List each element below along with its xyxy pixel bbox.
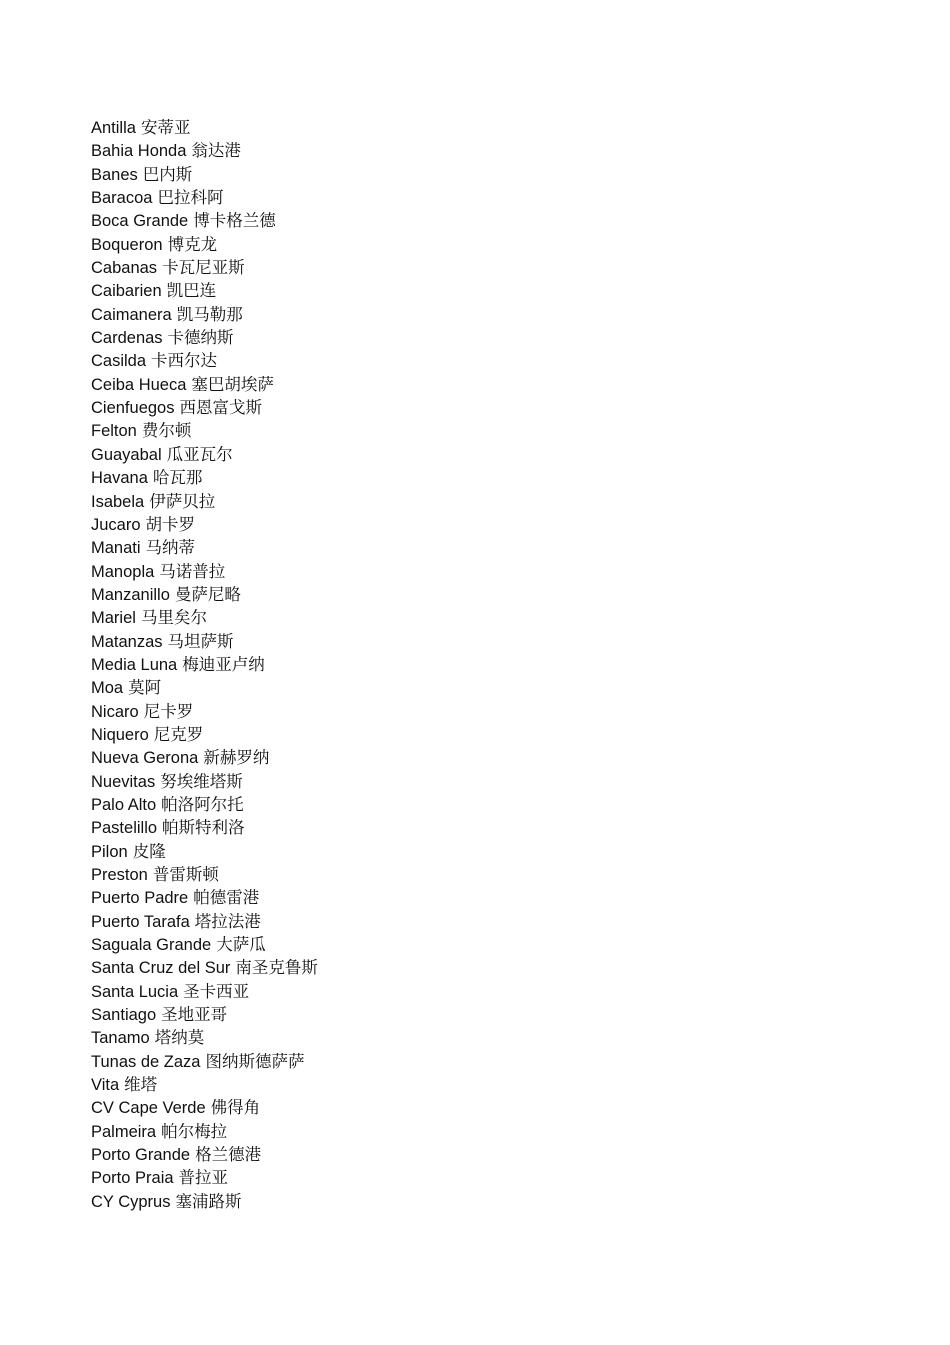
port-name-chinese: 博克龙	[167, 234, 218, 254]
port-name-english: Preston	[91, 866, 148, 884]
port-name-english: Casilda	[91, 352, 147, 371]
list-item	[91, 536, 318, 559]
port-name-chinese: 圣卡西亚	[183, 981, 250, 1001]
list-item	[91, 1096, 318, 1119]
port-name-english: Cardenas	[91, 329, 163, 348]
list-item	[91, 630, 318, 653]
port-name-english: Pilon	[91, 842, 128, 861]
list-item	[91, 443, 318, 466]
port-name-chinese: 维塔	[124, 1075, 158, 1095]
port-name-english: Media Luna	[91, 655, 178, 674]
port-name-english: Baracoa	[91, 189, 153, 208]
list-item	[91, 326, 318, 349]
port-name-english: Santa Cruz del Sur	[91, 959, 231, 978]
port-name-english: Cienfuegos	[91, 399, 175, 418]
port-name-chinese: 马坦萨斯	[167, 631, 234, 651]
port-name-english: Ceiba Hueca	[91, 375, 187, 394]
port-name-chinese: 马纳蒂	[145, 538, 196, 558]
port-name-chinese: 梅迪亚卢纳	[182, 654, 265, 674]
port-name-english: Niquero	[91, 725, 149, 744]
list-item	[91, 233, 318, 256]
list-item	[91, 116, 318, 139]
port-name-chinese: 曼萨尼略	[174, 584, 241, 604]
port-name-chinese: 尼卡罗	[143, 701, 194, 721]
list-item	[91, 840, 318, 863]
port-name-english: Manzanillo	[91, 585, 170, 604]
port-name-chinese: 巴内斯	[142, 164, 193, 184]
port-name-english: Saguala Grande	[91, 936, 212, 955]
list-item	[91, 303, 318, 326]
list-item	[91, 980, 318, 1003]
port-name-chinese: 西恩富戈斯	[179, 398, 262, 418]
port-name-english: Manati	[91, 539, 141, 558]
list-item	[91, 700, 318, 723]
list-item	[91, 1143, 318, 1166]
port-name-english: Mariel	[91, 609, 136, 628]
port-name-chinese: 南圣克鲁斯	[235, 958, 318, 978]
port-name-chinese: 翁达港	[191, 141, 241, 161]
port-name-chinese: 塔拉法港	[194, 911, 261, 931]
list-item	[91, 1166, 318, 1189]
port-name-english: Pastelillo	[91, 819, 158, 838]
list-item	[91, 139, 318, 162]
port-name-english: Boca Grande	[91, 212, 189, 231]
port-name-english: Tunas de Zaza	[91, 1052, 201, 1071]
list-item	[91, 1190, 318, 1213]
port-name-chinese: 普雷斯顿	[152, 865, 219, 884]
list-item	[91, 910, 318, 933]
port-name-chinese: 胡卡罗	[145, 514, 196, 534]
port-name-chinese: 努埃维塔斯	[160, 771, 243, 791]
port-name-english: Jucaro	[91, 515, 141, 534]
port-name-english: Caibarien	[91, 282, 162, 301]
list-item	[91, 723, 318, 746]
list-item	[91, 956, 318, 979]
port-name-chinese: 费尔顿	[141, 421, 192, 441]
port-name-english: Manopla	[91, 562, 155, 581]
port-name-english: Nuevitas	[91, 772, 156, 791]
port-name-chinese: 格兰德港	[195, 1145, 262, 1165]
list-item	[91, 1073, 318, 1096]
list-item	[91, 209, 318, 232]
port-name-english: Boqueron	[91, 235, 163, 254]
port-name-english: Santa Lucia	[91, 982, 179, 1001]
list-item	[91, 583, 318, 606]
list-item	[91, 816, 318, 839]
list-item	[91, 279, 318, 302]
list-item	[91, 490, 318, 513]
port-name-chinese: 凯巴连	[166, 281, 217, 301]
port-name-chinese: 马诺普拉	[159, 561, 226, 581]
port-name-chinese: 图纳斯德萨萨	[205, 1051, 305, 1071]
port-name-english: Nicaro	[91, 702, 139, 721]
port-name-chinese: 塔纳莫	[154, 1028, 205, 1048]
port-name-english: Felton	[91, 422, 137, 441]
port-name-chinese: 卡西尔达	[151, 351, 218, 371]
port-name-english: Caimanera	[91, 305, 172, 324]
port-name-english: CY Cyprus	[91, 1192, 171, 1211]
list-item	[91, 560, 318, 583]
port-name-english: Santiago	[91, 1006, 157, 1025]
list-item	[91, 653, 318, 676]
list-item	[91, 1050, 318, 1073]
port-name-english: Havana	[91, 469, 148, 488]
port-name-chinese: 尼克罗	[153, 724, 204, 744]
list-item	[91, 163, 318, 186]
list-item	[91, 1026, 318, 1049]
list-item	[91, 186, 318, 209]
list-item	[91, 863, 318, 886]
port-name-chinese: 帕洛阿尔托	[161, 794, 244, 814]
port-name-english: CV Cape Verde	[91, 1099, 206, 1118]
port-name-english: Matanzas	[91, 632, 163, 651]
port-name-english: Antilla	[91, 119, 136, 137]
port-name-chinese: 巴拉科阿	[157, 188, 224, 208]
list-item	[91, 513, 318, 536]
port-name-english: Banes	[91, 165, 138, 184]
port-name-english: Palmeira	[91, 1122, 157, 1141]
list-item	[91, 349, 318, 372]
port-name-chinese: 莫阿	[128, 678, 162, 698]
port-name-english: Bahia Honda	[91, 142, 187, 161]
port-name-chinese: 皮隆	[132, 841, 166, 861]
list-item	[91, 1003, 318, 1026]
port-name-english: Isabela	[91, 492, 145, 511]
port-name-english: Cabanas	[91, 259, 158, 278]
port-name-chinese: 塞巴胡埃萨	[191, 374, 274, 394]
port-name-chinese: 普拉亚	[178, 1168, 229, 1188]
port-name-english: Porto Praia	[91, 1169, 174, 1188]
list-item	[91, 256, 318, 279]
port-name-english: Vita	[91, 1076, 120, 1095]
list-item	[91, 466, 318, 489]
port-name-english: Porto Grande	[91, 1146, 191, 1165]
port-name-chinese: 哈瓦那	[152, 468, 203, 488]
port-name-chinese: 大萨瓜	[216, 935, 266, 955]
list-item	[91, 933, 318, 956]
list-item	[91, 373, 318, 396]
list-item	[91, 793, 318, 816]
port-name-chinese: 卡瓦尼亚斯	[162, 258, 245, 278]
port-name-chinese: 圣地亚哥	[161, 1005, 228, 1025]
list-item	[91, 770, 318, 793]
list-item	[91, 1120, 318, 1143]
port-name-english: Tanamo	[91, 1029, 150, 1048]
list-item	[91, 396, 318, 419]
list-item	[91, 676, 318, 699]
port-name-chinese: 凯马勒那	[176, 304, 243, 324]
port-name-english: Guayabal	[91, 445, 162, 464]
list-item	[91, 886, 318, 909]
port-name-chinese: 帕尔梅拉	[161, 1121, 228, 1141]
port-name-chinese: 帕德雷港	[193, 888, 260, 908]
port-name-english: Puerto Padre	[91, 889, 189, 908]
port-name-chinese: 新赫罗纳	[203, 748, 270, 768]
port-name-english: Palo Alto	[91, 795, 157, 814]
port-name-english: Puerto Tarafa	[91, 912, 190, 931]
list-item	[91, 606, 318, 629]
port-name-chinese: 塞浦路斯	[175, 1191, 242, 1211]
port-name-chinese: 博卡格兰德	[193, 211, 276, 231]
port-name-chinese: 马里矣尔	[140, 608, 207, 628]
port-name-chinese: 伊萨贝拉	[149, 491, 216, 511]
port-name-chinese: 帕斯特利洛	[162, 818, 245, 838]
list-item	[91, 419, 318, 442]
port-name-chinese: 安蒂亚	[140, 118, 191, 137]
port-name-english: Nueva Gerona	[91, 749, 199, 768]
port-name-chinese: 瓜亚瓦尔	[166, 444, 233, 464]
port-name-list	[91, 116, 318, 1213]
list-item	[91, 746, 318, 769]
port-name-chinese: 佛得角	[210, 1098, 261, 1118]
port-name-english: Moa	[91, 679, 124, 698]
port-name-chinese: 卡德纳斯	[167, 328, 234, 348]
